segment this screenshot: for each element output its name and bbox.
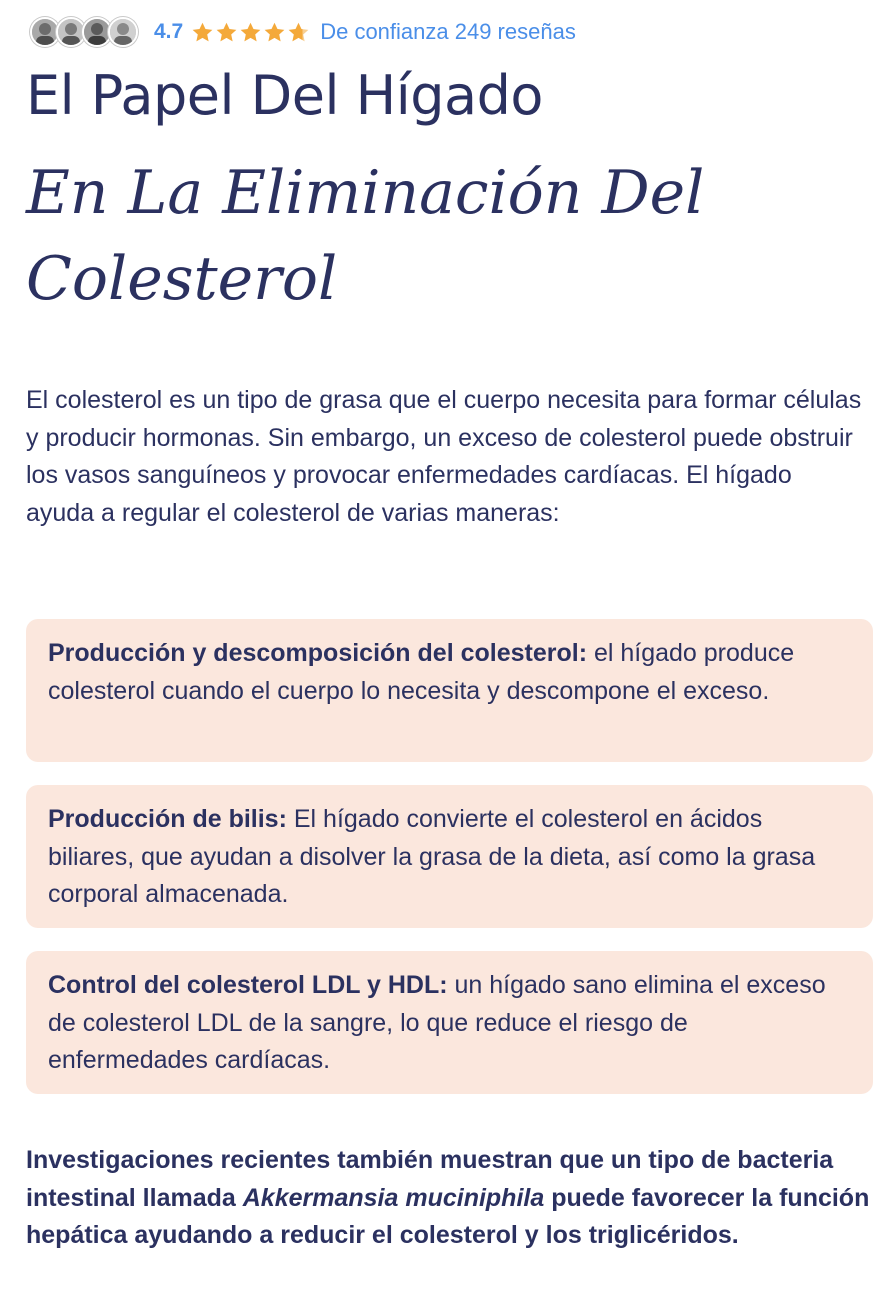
card-text: un hígado sano elimina el exceso de colesterol LDL de la sangre, lo que reduce el riesgo de enfermedades cardíacas. [48,971,826,1074]
card-title: Producción y descomposición del colesterol: [48,639,588,667]
info-card [26,951,873,1094]
reviewer-avatars [30,17,134,47]
star-icon [263,21,286,44]
star-icon [215,21,238,44]
half-star-icon [287,21,310,44]
page-subtitle: En La Eliminación Del Colesterol [26,158,705,314]
rating-row [30,16,576,48]
star-icon [239,21,262,44]
star-icon [191,21,214,44]
review-count-text: De confianza 249 reseñas [320,19,576,44]
card-title: Producción de bilis: [48,805,287,833]
card-title: Control del colesterol LDL y HDL: [48,971,448,999]
card-text: El hígado convierte el colesterol en ácidos biliares, que ayudan a disolver la grasa de la dieta, así como la grasa corporal almacenada. [48,805,816,908]
rating-value: 4.7 [154,20,184,43]
closing-paragraph [26,1142,876,1255]
star-rating [191,21,311,44]
info-card [26,785,873,928]
closing-text-after: puede favorecer la función hepática ayudando a reducir el colesterol y los triglicéridos. [26,1183,870,1249]
closing-text-before: Investigaciones recientes también muestran que un tipo de bacteria intestinal llamada [26,1146,834,1212]
card-text: el hígado produce colesterol cuando el cuerpo lo necesita y descompone el exceso. [48,639,795,705]
intro-paragraph: El colesterol es un tipo de grasa que el cuerpo necesita para formar células y producir hormonas. Sin embargo, un exceso de colesterol puede obstruir los vasos sanguíneos y provocar enfermedades cardíacas. El hígado ayuda a regular el colesterol de varias maneras: [26,386,862,527]
info-card [26,619,873,762]
avatar-person-icon [108,17,138,47]
bacteria-name: Akkermansia muciniphila [242,1183,545,1212]
page-title: El Papel Del Hígado [26,64,543,127]
